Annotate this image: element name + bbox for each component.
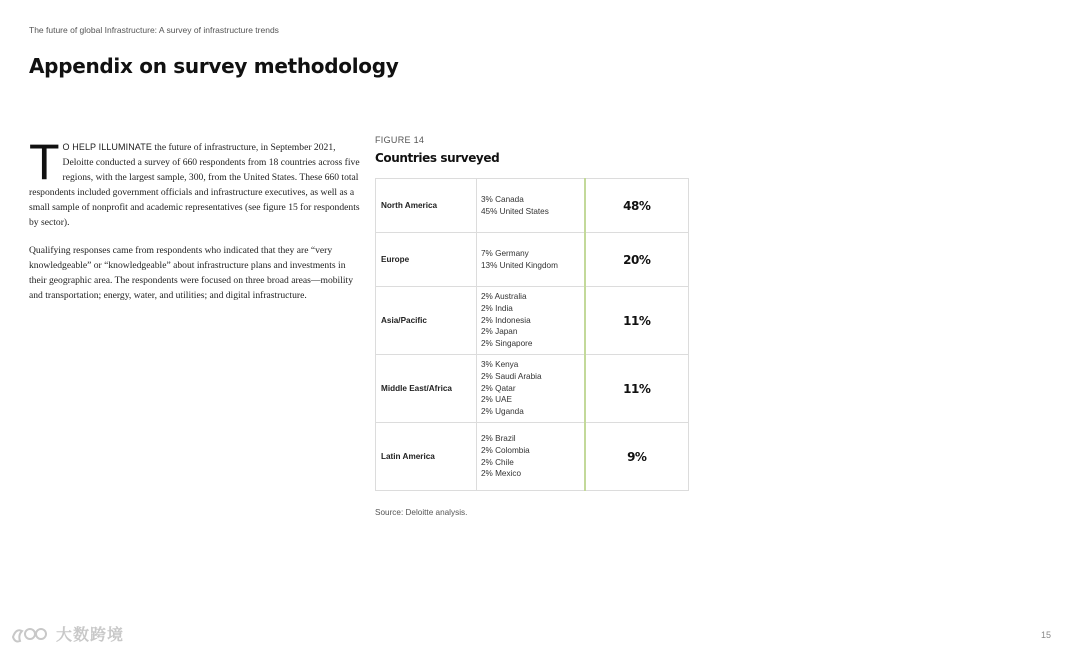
table-row: [376, 423, 689, 491]
running-head: The future of global Infrastructure: A survey of infrastructure trends: [29, 25, 279, 35]
figure-title: Countries surveyed: [375, 151, 500, 165]
countries-cell: [477, 233, 585, 287]
country-entry: 2% Saudi Arabia: [481, 371, 542, 381]
region-cell: North America: [376, 179, 477, 233]
countries-cell: [477, 355, 585, 423]
countries-cell: [477, 423, 585, 491]
region-share-cell: 11%: [585, 287, 689, 355]
region-cell: Latin America: [376, 423, 477, 491]
figure-label: FIGURE 14: [375, 135, 425, 145]
watermark-logo-icon: [10, 625, 50, 647]
country-entry: 2% UAE: [481, 395, 512, 405]
table-row: [376, 179, 689, 233]
watermark-text: 大数跨境: [56, 625, 125, 644]
region-share-cell: 20%: [585, 233, 689, 287]
table-row: [376, 233, 689, 287]
country-entry: 3% Canada: [481, 194, 524, 204]
country-entry: 3% Kenya: [481, 360, 519, 370]
region-share-cell: 48%: [585, 179, 689, 233]
country-entry: 45% United States: [481, 206, 549, 216]
country-entry: 2% Chile: [481, 457, 514, 467]
countries-cell: [477, 287, 585, 355]
country-entry: 2% Australia: [481, 292, 527, 302]
country-entry: 2% Qatar: [481, 383, 516, 393]
body-text: [29, 134, 361, 316]
drop-cap: T: [29, 134, 60, 190]
countries-surveyed-table: [375, 178, 689, 491]
region-cell: Europe: [376, 233, 477, 287]
lead-in: O HELP ILLUMINATE: [62, 142, 152, 152]
intro-paragraph: [29, 134, 361, 230]
region-cell: Asia/Pacific: [376, 287, 477, 355]
country-entry: 2% Colombia: [481, 445, 530, 455]
table-row: [376, 287, 689, 355]
country-entry: 2% Indonesia: [481, 315, 531, 325]
country-entry: 2% Singapore: [481, 339, 533, 349]
country-entry: 2% Mexico: [481, 469, 522, 479]
table-row: [376, 355, 689, 423]
country-entry: 13% United Kingdom: [481, 260, 558, 270]
page-number: 15: [1040, 630, 1051, 640]
qualifying-paragraph: Qualifying responses came from respondents who indicated that they are “very knowledgeable” or “knowledgeable” about infrastructure plans and investments in their geographic area. The respondents were focused on three broad areas—mobility and transportation; energy, water, and utilities; and digital infrastructure.: [29, 245, 354, 301]
region-cell: Middle East/Africa: [376, 355, 477, 423]
country-entry: 2% Uganda: [481, 407, 524, 417]
region-share-cell: 9%: [585, 423, 689, 491]
country-entry: 2% Brazil: [481, 434, 516, 444]
region-share-cell: 11%: [585, 355, 689, 423]
country-entry: 7% Germany: [481, 248, 529, 258]
countries-cell: [477, 179, 585, 233]
intro-paragraph-text: the future of infrastructure, in September 2021, Deloitte conducted a survey of 660 respondents from 18 countries across five regions, with the largest sample, 300, from the United States. These 660 total respondents included government officials and infrastructure executives, as well as a small sample of nonprofit and academic representatives (see figure 15 for respondents by sector).: [29, 142, 360, 228]
country-entry: 2% India: [481, 303, 513, 313]
country-entry: 2% Japan: [481, 327, 518, 337]
source-note: Source: Deloitte analysis.: [375, 508, 468, 517]
page-title: Appendix on survey methodology: [29, 54, 399, 78]
watermark: [10, 622, 124, 647]
